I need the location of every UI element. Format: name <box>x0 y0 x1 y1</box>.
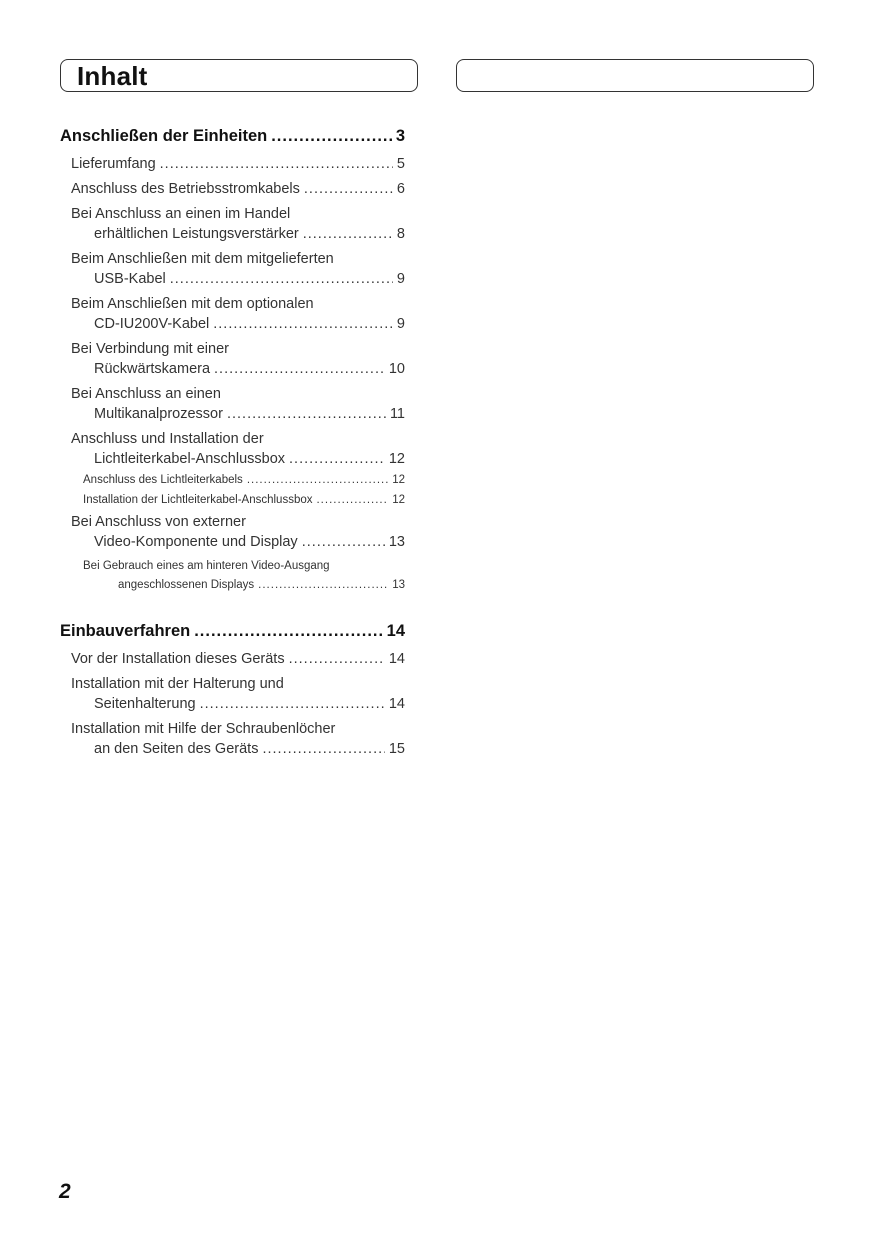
toc-entry[interactable] <box>60 294 405 334</box>
subentry-page: 12 <box>392 494 405 506</box>
entry-title-cont: Rückwärtskamera <box>94 361 211 377</box>
entry-title-cont: erhältlichen Leistungsverstärker <box>94 226 299 242</box>
toc-entry[interactable] <box>60 339 405 379</box>
dot-leader <box>170 269 393 289</box>
title-box <box>60 59 418 92</box>
toc-section-heading[interactable] <box>60 622 405 644</box>
entry-title-cont: CD-IU200V-Kabel <box>94 316 210 332</box>
toc-entry[interactable] <box>60 179 405 199</box>
entry-page: 10 <box>388 361 405 377</box>
toc-section <box>60 622 405 759</box>
entry-title: Bei Anschluss an einen <box>71 386 221 402</box>
dot-leader <box>302 532 385 552</box>
entry-title: Installation mit der Halterung und <box>71 676 284 692</box>
subentry-title-cont: angeschlossenen Displays <box>118 579 255 591</box>
entry-title: Bei Anschluss an einen im Handel <box>71 206 291 222</box>
toc-entry[interactable] <box>60 154 405 174</box>
entry-title-cont: an den Seiten des Geräts <box>94 741 259 757</box>
toc-entry[interactable] <box>60 674 405 714</box>
entry-title: Anschluss des Betriebsstromkabels <box>71 181 300 197</box>
empty-header-box <box>456 59 814 92</box>
dot-leader <box>213 314 393 334</box>
toc-entry[interactable] <box>60 249 405 289</box>
toc-subentry[interactable] <box>60 472 405 489</box>
dot-leader <box>303 224 393 244</box>
dot-leader <box>289 649 385 669</box>
toc-entry[interactable] <box>60 384 405 424</box>
toc-entry[interactable] <box>60 649 405 669</box>
entry-page: 8 <box>396 226 405 242</box>
page-number: 2 <box>59 1180 71 1203</box>
entry-page: 9 <box>396 271 405 287</box>
toc-entry[interactable] <box>60 204 405 244</box>
dot-leader <box>227 404 386 424</box>
dot-leader <box>258 576 388 595</box>
entry-title: Lieferumfang <box>71 156 156 172</box>
entry-title-cont: Seitenhalterung <box>94 696 196 712</box>
entry-page: 5 <box>396 156 405 172</box>
toc-subentry[interactable] <box>60 557 405 595</box>
dot-leader <box>160 154 393 174</box>
entry-page: 9 <box>396 316 405 332</box>
subentry-title: Anschluss des Lichtleiterkabels <box>83 474 243 486</box>
entry-title: Bei Verbindung mit einer <box>71 341 229 357</box>
entry-title-cont: Video-Komponente und Display <box>94 534 298 550</box>
subentry-page: 13 <box>392 579 405 591</box>
entry-page: 15 <box>388 741 405 757</box>
toc-section <box>60 127 405 595</box>
table-of-contents <box>60 126 405 778</box>
section-page: 14 <box>386 622 405 640</box>
dot-leader <box>247 472 388 489</box>
section-title: Anschließen der Einheiten <box>60 127 268 145</box>
entry-title: Beim Anschließen mit dem optionalen <box>71 296 314 312</box>
subentry-title: Bei Gebrauch eines am hinteren Video-Ausgang <box>83 560 330 572</box>
entry-title: Installation mit Hilfe der Schraubenlöcher <box>71 721 336 737</box>
toc-section-heading[interactable] <box>60 127 405 149</box>
section-page: 3 <box>395 127 405 145</box>
section-title: Einbauverfahren <box>60 622 191 640</box>
dot-leader <box>316 492 388 509</box>
dot-leader <box>304 179 393 199</box>
toc-entry[interactable] <box>60 719 405 759</box>
dot-leader <box>214 359 385 379</box>
entry-page: 13 <box>388 534 405 550</box>
toc-entry[interactable] <box>60 429 405 469</box>
entry-title: Beim Anschließen mit dem mitgelieferten <box>71 251 334 267</box>
dot-leader <box>271 127 392 146</box>
entry-page: 6 <box>396 181 405 197</box>
entry-title: Vor der Installation dieses Geräts <box>71 651 285 667</box>
page-title: Inhalt <box>77 61 148 91</box>
entry-page: 11 <box>389 406 405 422</box>
entry-title: Bei Anschluss von externer <box>71 514 246 530</box>
dot-leader <box>262 739 384 759</box>
dot-leader <box>289 449 385 469</box>
dot-leader <box>194 622 382 641</box>
entry-page: 14 <box>388 651 405 667</box>
subentry-page: 12 <box>392 474 405 486</box>
toc-subentry[interactable] <box>60 492 405 509</box>
subentry-title: Installation der Lichtleiterkabel-Anschlussbox <box>83 494 313 506</box>
entry-title-cont: USB-Kabel <box>94 271 166 287</box>
toc-entry[interactable] <box>60 512 405 552</box>
dot-leader <box>200 694 385 714</box>
entry-title: Anschluss und Installation der <box>71 431 264 447</box>
entry-page: 14 <box>388 696 405 712</box>
entry-title-cont: Multikanalprozessor <box>94 406 223 422</box>
entry-page: 12 <box>388 451 405 467</box>
entry-title-cont: Lichtleiterkabel-Anschlussbox <box>94 451 286 467</box>
